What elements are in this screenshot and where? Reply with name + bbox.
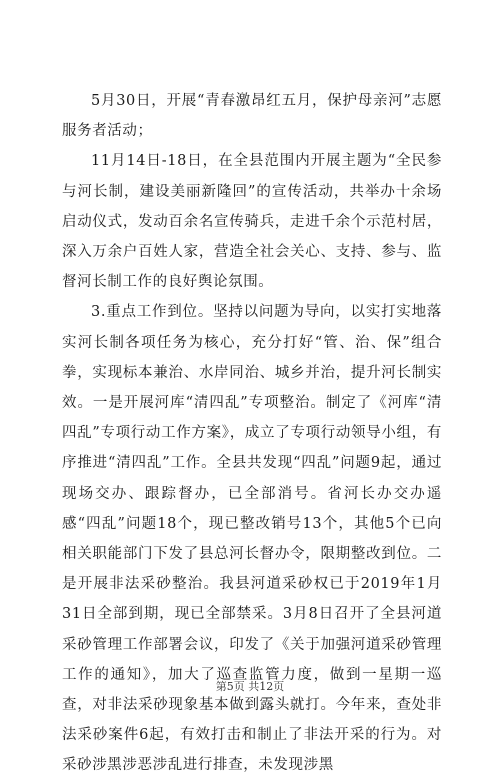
page-footer: 第5页 共12页 — [215, 680, 285, 693]
paragraph-3: 3.重点工作到位。坚持以问题为导向，以实打实地落实河长制各项任务为核心，充分打好“管、治、保”组合拳，实现标本兼治、水岸同治、城乡并治，提升河长制实效。一是开展河库“清四乱”专项整治。制定了《河库“清四乱”专项行动工作方案》，成立了专项行动领导小组，有序推进“清四乱”工作。全县共发现“四乱”问题9起，通过现场交办、跟踪督办，已全部消号。省河长办交办遥感“四乱”问题18个，现已整改销号13个，其他5个已向相关职能部门下发了县总河长督办令，限期整改到位。二是开展非法采砂整治。我县河道采砂权已于2019年1月31日全部到期，现已全部禁采。3月8日召开了全县河道采砂管理工作部署会议，印发了《关于加强河道采砂管理工作的通知》，加大了巡查监管力度，做到一星期一巡查，对非法采砂现象基本做到露头就打。今年来，查处非法采砂案件6起，有效打击和制止了非法开采的行为。对采砂涉黑涉恶涉乱进行排查，未发现涉黑 — [62, 304, 442, 774]
paragraph-1: 5月30日，开展“青春激昂红五月，保护母亲河”志愿服务者活动； — [62, 93, 442, 140]
paragraph-2: 11月14日-18日，在全县范围内开展主题为“全民参与河长制，建设美丽新隆回”的宣传活动，共举办十余场启动仪式，发动百余名宣传骑兵，走进千余个示范村居，深入万余户百姓人家，营造全社会关心、支持、参与、监督河长制工作的良好舆论氛围。 — [62, 153, 442, 291]
body-text — [62, 86, 442, 781]
